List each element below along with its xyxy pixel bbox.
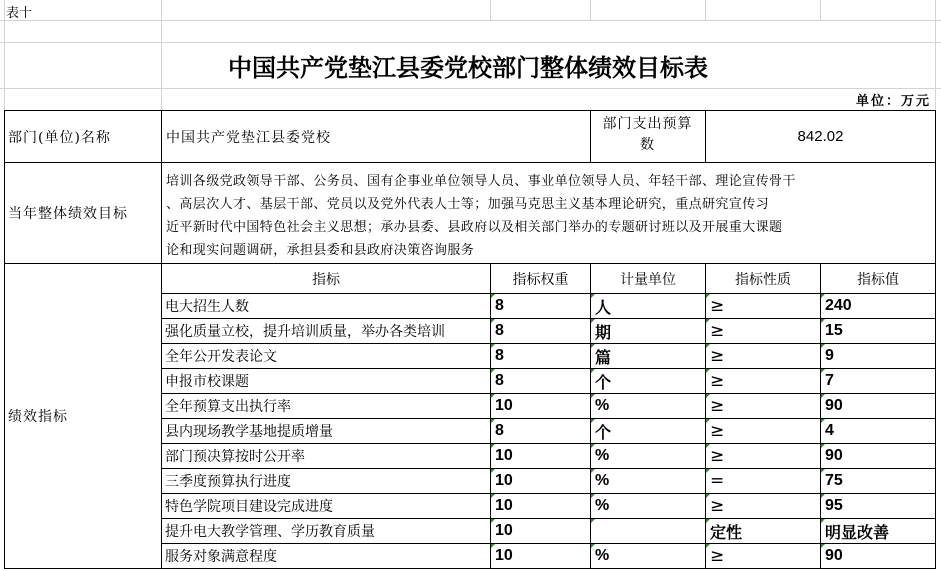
error-indicator-icon bbox=[706, 494, 710, 498]
cell-unit: 个 bbox=[595, 422, 612, 442]
cell-value: 15 bbox=[825, 322, 843, 339]
error-indicator-icon bbox=[821, 419, 825, 423]
error-indicator-icon bbox=[706, 394, 710, 398]
cell-value: 90 bbox=[825, 447, 843, 464]
cell-weight: 10 bbox=[495, 447, 513, 464]
annual-goal-line: 培训各级党政领导干部、公务员、国有企事业单位领导人员、事业单位领导人员、年轻干部、理论宣传骨干 bbox=[166, 174, 796, 189]
error-indicator-icon bbox=[706, 544, 710, 548]
header-value: 指标值 bbox=[857, 271, 899, 288]
error-indicator-icon bbox=[821, 469, 825, 473]
cell-value: 4 bbox=[825, 422, 834, 439]
error-indicator-icon bbox=[491, 469, 495, 473]
cell-unit bbox=[591, 519, 704, 543]
cell-unit: 个 bbox=[595, 372, 612, 392]
error-indicator-icon bbox=[591, 444, 595, 448]
cell-weight: 10 bbox=[495, 497, 513, 514]
budget-label-line1: 部门支出预算 bbox=[602, 116, 693, 132]
error-indicator-icon bbox=[821, 369, 825, 373]
cell-weight: 8 bbox=[495, 372, 504, 389]
cell-name: 电大招生人数 bbox=[165, 299, 249, 315]
header-nature: 指标性质 bbox=[735, 271, 791, 288]
cell-weight: 8 bbox=[495, 422, 504, 439]
cell-name: 服务对象满意程度 bbox=[165, 549, 277, 565]
cell-name: 全年预算支出执行率 bbox=[165, 399, 291, 415]
cell-value: 9 bbox=[825, 347, 834, 364]
cell-nature: ≥ bbox=[710, 421, 725, 441]
department-label: 部门(单位)名称 bbox=[8, 129, 111, 146]
error-indicator-icon bbox=[591, 494, 595, 498]
error-indicator-icon bbox=[706, 444, 710, 448]
cell-weight: 8 bbox=[495, 297, 504, 314]
cell-nature: ≥ bbox=[710, 496, 725, 516]
error-indicator-icon bbox=[821, 319, 825, 323]
error-indicator-icon bbox=[591, 319, 595, 323]
cell-unit: % bbox=[595, 472, 610, 489]
cell-nature: ≥ bbox=[710, 371, 725, 391]
cell-weight: 10 bbox=[495, 472, 513, 489]
cell-name: 申报市校课题 bbox=[165, 374, 249, 390]
error-indicator-icon bbox=[491, 394, 495, 398]
error-indicator-icon bbox=[706, 419, 710, 423]
error-indicator-icon bbox=[591, 369, 595, 373]
cell-unit: 篇 bbox=[595, 347, 612, 367]
error-indicator-icon bbox=[491, 544, 495, 548]
cell-nature: ≥ bbox=[710, 396, 725, 416]
error-indicator-icon bbox=[491, 519, 495, 523]
cell-weight: 10 bbox=[495, 397, 513, 414]
cell-name: 全年公开发表论文 bbox=[165, 349, 277, 365]
header-weight: 指标权重 bbox=[512, 271, 569, 288]
cell-weight: 8 bbox=[495, 322, 504, 339]
error-indicator-icon bbox=[491, 344, 495, 348]
cell-value: 95 bbox=[825, 497, 843, 514]
error-indicator-icon bbox=[491, 494, 495, 498]
budget-value: 842.02 bbox=[797, 128, 844, 145]
error-indicator-icon bbox=[591, 519, 595, 523]
department-name: 中国共产党垫江县委党校 bbox=[166, 129, 331, 146]
budget-label bbox=[591, 114, 704, 162]
annual-goal-line: 、高层次人才、基层干部、党员以及党外代表人士等；加强马克思主义基本理论研究，重点研究宣传习 bbox=[166, 197, 770, 212]
cell-nature: ≥ bbox=[710, 296, 725, 316]
budget-label-line2: 数 bbox=[640, 137, 655, 153]
cell-value: 明显改善 bbox=[825, 522, 890, 542]
cell-weight: 8 bbox=[495, 347, 504, 364]
error-indicator-icon bbox=[821, 294, 825, 298]
cell-name: 部门预决算按时公开率 bbox=[165, 449, 305, 465]
sheet-label: 表十 bbox=[6, 5, 33, 20]
cell-value: 90 bbox=[825, 547, 843, 564]
error-indicator-icon bbox=[706, 469, 710, 473]
error-indicator-icon bbox=[821, 544, 825, 548]
error-indicator-icon bbox=[491, 319, 495, 323]
cell-name: 强化质量立校，提升培训质量，举办各类培训 bbox=[165, 324, 445, 340]
cell-value: 75 bbox=[825, 472, 843, 489]
cell-nature: ≥ bbox=[710, 346, 725, 366]
cell-value: 240 bbox=[825, 297, 852, 314]
annual-goal-line: 论和现实问题调研，承担县委和县政府决策咨询服务 bbox=[166, 243, 475, 258]
cell-name: 县内现场教学基地提质增量 bbox=[165, 424, 333, 440]
indicators-section-label: 绩效指标 bbox=[8, 409, 68, 425]
error-indicator-icon bbox=[491, 444, 495, 448]
error-indicator-icon bbox=[821, 494, 825, 498]
error-indicator-icon bbox=[591, 544, 595, 548]
cell-nature: ≥ bbox=[710, 321, 725, 341]
cell-unit: % bbox=[595, 547, 610, 564]
error-indicator-icon bbox=[591, 344, 595, 348]
header-unit: 计量单位 bbox=[620, 271, 676, 288]
cell-value: 90 bbox=[825, 397, 843, 414]
annual-goal-label: 当年整体绩效目标 bbox=[8, 206, 128, 222]
error-indicator-icon bbox=[491, 294, 495, 298]
error-indicator-icon bbox=[491, 369, 495, 373]
error-indicator-icon bbox=[706, 294, 710, 298]
cell-unit: % bbox=[595, 497, 610, 514]
cell-nature: = bbox=[710, 471, 725, 491]
error-indicator-icon bbox=[706, 519, 710, 523]
error-indicator-icon bbox=[821, 344, 825, 348]
cell-nature: 定性 bbox=[710, 522, 743, 542]
error-indicator-icon bbox=[821, 519, 825, 523]
error-indicator-icon bbox=[591, 294, 595, 298]
error-indicator-icon bbox=[491, 419, 495, 423]
cell-unit: 人 bbox=[595, 297, 612, 317]
header-indicator: 指标 bbox=[312, 271, 340, 288]
error-indicator-icon bbox=[591, 419, 595, 423]
cell-name: 提升电大教学管理、学历教育质量 bbox=[165, 524, 375, 540]
cell-unit: % bbox=[595, 397, 610, 414]
cell-weight: 10 bbox=[495, 522, 513, 539]
error-indicator-icon bbox=[706, 319, 710, 323]
page-title: 中国共产党垫江县委党校部门整体绩效目标表 bbox=[228, 52, 708, 82]
cell-unit: 期 bbox=[595, 322, 612, 342]
error-indicator-icon bbox=[821, 444, 825, 448]
unit-note: 单位：万元 bbox=[855, 93, 931, 109]
cell-name: 三季度预算执行进度 bbox=[165, 474, 291, 490]
error-indicator-icon bbox=[591, 469, 595, 473]
error-indicator-icon bbox=[591, 394, 595, 398]
cell-weight: 10 bbox=[495, 547, 513, 564]
cell-unit: % bbox=[595, 447, 610, 464]
cell-value: 7 bbox=[825, 372, 834, 389]
cell-nature: ≥ bbox=[710, 446, 725, 466]
error-indicator-icon bbox=[821, 394, 825, 398]
cell-nature: ≥ bbox=[710, 546, 725, 566]
error-indicator-icon bbox=[706, 369, 710, 373]
annual-goal-text bbox=[166, 170, 934, 262]
cell-name: 特色学院项目建设完成进度 bbox=[165, 499, 333, 515]
error-indicator-icon bbox=[706, 344, 710, 348]
annual-goal-line: 近平新时代中国特色社会主义思想；承办县委、县政府以及相关部门举办的专题研讨班以及开展重大课题 bbox=[166, 220, 783, 235]
